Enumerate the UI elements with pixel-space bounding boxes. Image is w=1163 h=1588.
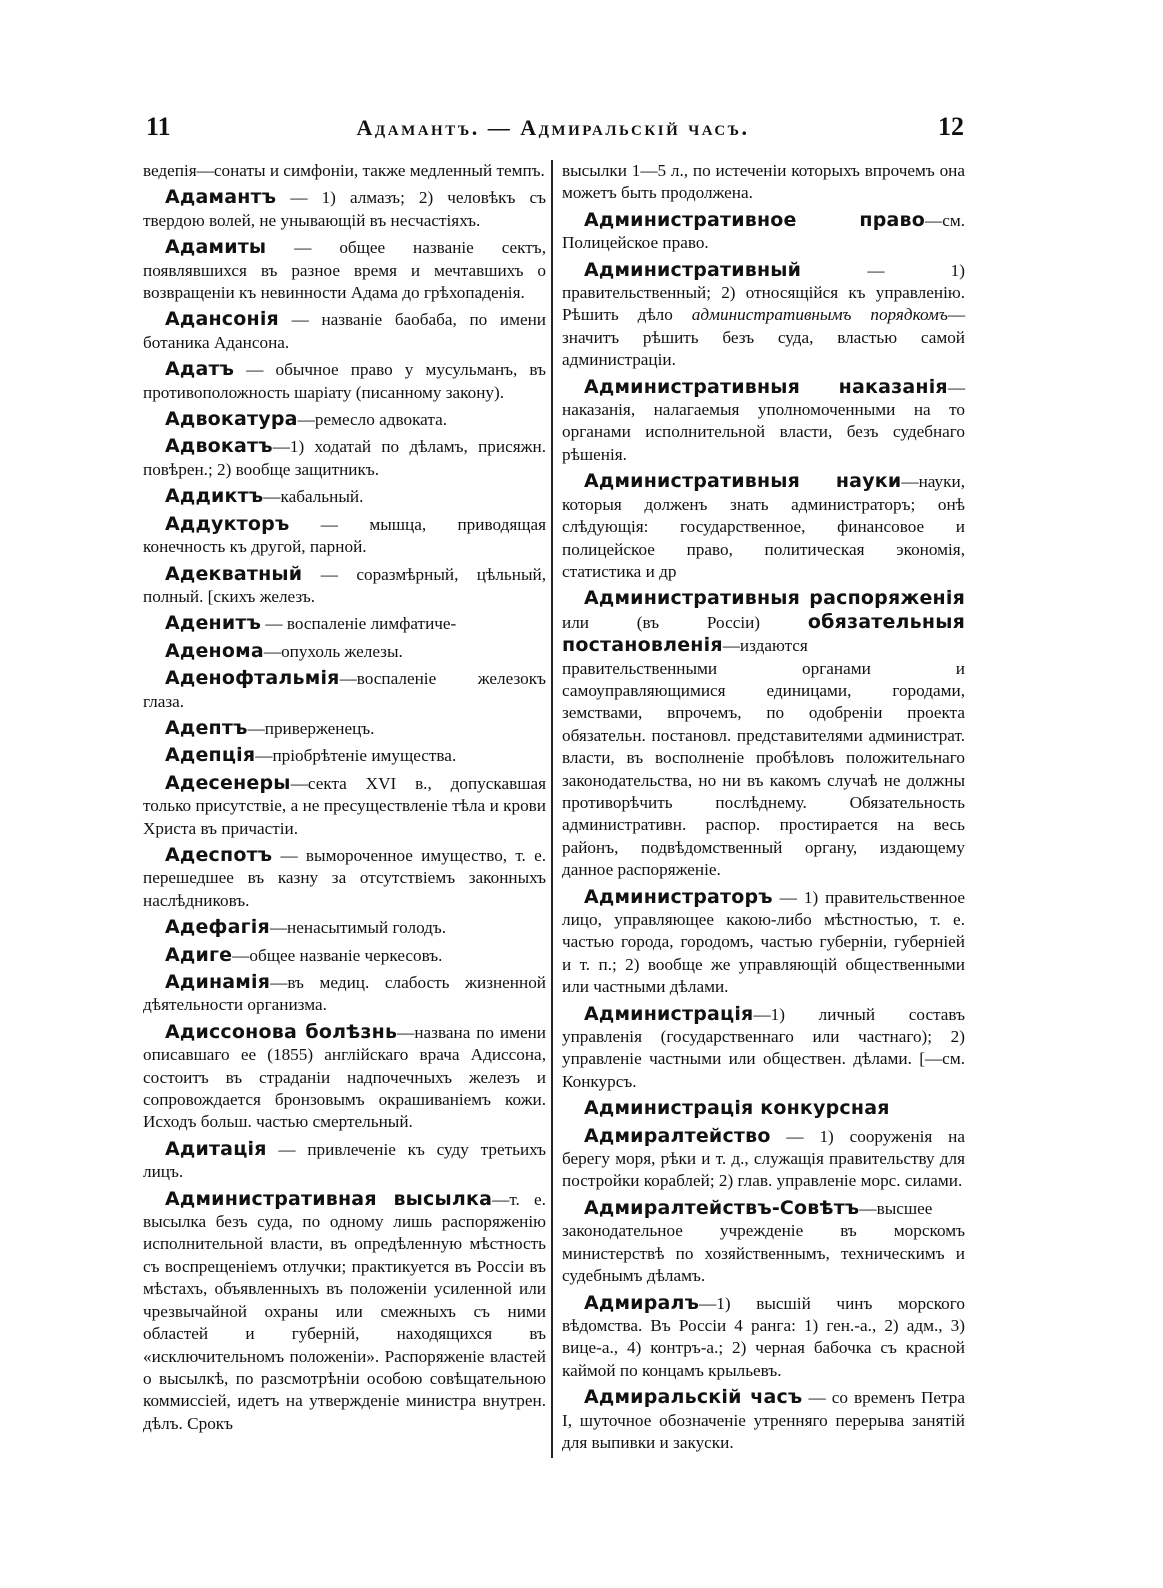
entry-headword: Администраторъ xyxy=(584,885,773,908)
entry-text: —наказанія, налагаемыя уполномоченными на то органами исполнительной власти, безъ судебнаго рѣшенія. xyxy=(562,377,965,464)
entry-headword: Адмиралтейство xyxy=(584,1124,771,1147)
entry-text: —науки, которыя долженъ знать администраторъ; онѣ слѣдующія: государственное, финансовое и полицейское право, политическая экономія, статистика и др xyxy=(562,472,965,581)
entry-headword: Аденитъ xyxy=(165,612,262,635)
entry-headword: Адмиральскій часъ xyxy=(584,1386,803,1409)
entry-headword: Адесенеры xyxy=(165,771,291,794)
dictionary-entry xyxy=(562,209,965,255)
entry-text: —ремесло адвоката. xyxy=(297,410,447,430)
dictionary-entry xyxy=(143,186,546,232)
entry-headword: Адмиралъ xyxy=(584,1291,700,1314)
entry-italic-text: административнымъ порядкомъ xyxy=(691,305,948,325)
entry-text: — 1) алмазъ; 2) человѣкъ съ твердою волей, не унывающій въ несчастіяхъ. xyxy=(143,188,546,230)
entry-headword: Адептъ xyxy=(165,716,248,739)
dictionary-entry xyxy=(143,1021,546,1134)
entry-headword: Административныя наказанія xyxy=(584,375,948,398)
page-number-left: 11 xyxy=(146,112,171,141)
entry-text: — 1) сооруженія на берегу моря, рѣки и т. д., служащія правительству для постройки кораблей; 2) глав. управленіе морс. силами. xyxy=(562,1126,965,1191)
entry-headword: Администрація xyxy=(584,1002,754,1025)
entry-text: —опухоль железы. xyxy=(263,641,403,661)
dictionary-entry xyxy=(143,717,546,740)
entry-text: —1) ходатай по дѣламъ, присяжн. повѣрен.; 2) вообще защитникъ. xyxy=(143,437,546,479)
entry-text: —1) высшій чинъ морского вѣдомства. Въ Россіи 4 ранга: 1) ген.-а., 2) адм., 3) вице-а., 4) контръ-а.; 2) черная бабочка съ красной каймой по концамъ крыльевъ. xyxy=(562,1293,965,1380)
entry-headword: Адитація xyxy=(165,1137,267,1160)
column-divider xyxy=(551,160,553,1458)
entry-headword: Адинамія xyxy=(165,971,271,993)
page-number-right: 12 xyxy=(938,112,964,141)
dictionary-entry xyxy=(562,886,965,999)
dictionary-entry xyxy=(143,408,546,431)
entry-text: — 1) правительственное лицо, управляющее какою-либо мѣстностью, т. е. частью города, городомъ, частью губерніи, губерніей и т. п.; 2) вообще же управляющій общественными или частными дѣлами. xyxy=(562,887,965,997)
entry-headword: Адеспотъ xyxy=(165,843,273,866)
entry-headword: Административный xyxy=(584,258,802,281)
dictionary-entry xyxy=(562,160,965,205)
entry-headword: Аденома xyxy=(165,639,264,662)
dictionary-entry xyxy=(143,308,546,354)
entry-headword: Аденофтальмія xyxy=(165,667,340,690)
dictionary-entry xyxy=(143,160,546,182)
entry-text: — обычное право у мусульманъ, въ противоположность шаріату (писанному закону). xyxy=(143,360,546,402)
dictionary-entry xyxy=(143,563,546,609)
entry-text: —высшее законодательное учрежденіе въ морскомъ министерствѣ по хозяйственнымъ, техническимъ и судебнымъ дѣламъ. xyxy=(562,1198,965,1286)
entry-headword: Адвокатура xyxy=(165,408,298,431)
dictionary-entry xyxy=(143,944,546,967)
entry-text: —общее названіе черкесовъ. xyxy=(232,945,443,965)
dictionary-entry xyxy=(562,259,965,372)
entry-headword: обязательныя постановленія xyxy=(562,610,965,657)
entry-headword: Аддиктъ xyxy=(165,485,264,508)
dictionary-entry xyxy=(143,612,546,635)
entry-text: —кабальный. xyxy=(263,487,364,507)
entry-text: — воспаленіе лимфатиче- xyxy=(261,614,457,634)
entry-text: —т. е. высылка безъ суда, по одному лишь распоряженію исполнительной власти, въ опредѣленную мѣстность съ воспрещеніемъ отлучки; практикуется въ Россіи въ мѣстахъ, объявленныхъ въ положеніи усиленной или чрезвычайной охраны или смежныхъ съ ними областей и губерній, находящихся въ «исключительномъ положеніи». Распоряженіе властей о высылкѣ, по разсмотрѣніи особою совѣщательною коммиссіей, идетъ на утвержденіе министра внутрен. дѣлъ. Срокъ xyxy=(143,1189,546,1433)
dictionary-entry xyxy=(143,916,546,939)
running-title: Адамантъ. — Адмиральскій часъ. xyxy=(356,115,750,140)
entry-text: —въ медиц. слабость жизненной дѣятельности организма. xyxy=(143,973,546,1015)
dictionary-entry xyxy=(562,1197,965,1288)
entry-text: — со временъ Петра I, шуточное обозначеніе утренняго перерыва занятій для выпивки и закуски. xyxy=(562,1388,965,1452)
entry-text: — вымороченное имущество, т. е. перешедшее въ казну за отсутствіемъ законныхъ наслѣдниковъ. xyxy=(143,845,546,910)
entry-text: — общее названіе сектъ, появлявшихся въ разное время и мечтавшихъ о возвращеніи къ невинности Адама до грѣхопаденія. xyxy=(143,238,546,303)
dictionary-entry xyxy=(562,376,965,467)
entry-headword: Административныя науки xyxy=(584,470,902,493)
entry-headword: Аддукторъ xyxy=(165,512,290,535)
dictionary-entry xyxy=(143,358,546,404)
dictionary-entry xyxy=(562,1292,965,1383)
dictionary-entry xyxy=(562,1097,965,1120)
dictionary-entry xyxy=(143,435,546,481)
dictionary-entry xyxy=(143,971,546,1017)
dictionary-entry xyxy=(143,1188,546,1435)
entry-text: —пріобрѣтеніе имущества. xyxy=(255,746,457,766)
left-column xyxy=(143,160,546,1439)
entry-headword: Адансонія xyxy=(165,308,279,331)
dictionary-entry xyxy=(143,844,546,912)
entry-text: —названа по имени описавшаго ее (1855) англійскаго врача Адиссона, состоитъ въ страданіи надпочечныхъ железъ и сопровождается бронзовымъ окрашиваніемъ кожи. Исходъ больш. частью смертельный. xyxy=(143,1022,546,1132)
entry-text: —значитъ рѣшить безъ суда, властью самой администраціи. xyxy=(562,305,965,370)
right-column xyxy=(562,160,965,1458)
entry-text: — привлеченіе къ суду третьихъ лицъ. xyxy=(143,1139,546,1182)
dictionary-entry xyxy=(143,667,546,713)
entry-headword: Адепція xyxy=(165,744,256,767)
dictionary-entry xyxy=(562,1003,965,1094)
entry-headword: Административныя распоряженія xyxy=(584,587,965,610)
entry-headword: Адекватный xyxy=(165,562,303,585)
entry-headword: Адвокатъ xyxy=(165,435,273,458)
dictionary-entry xyxy=(143,640,546,663)
entry-headword: Адамантъ xyxy=(165,186,277,209)
entry-text: —1) личный составъ управленія (государственнаго или частнаго); 2) управленіе частными или обществен. дѣлами. [—см. Конкурсъ. xyxy=(562,1004,965,1091)
entry-headword: Адиге xyxy=(165,943,233,966)
entry-headword: Адатъ xyxy=(165,358,235,381)
entry-text: или (въ Россіи) xyxy=(562,612,808,632)
page-header xyxy=(140,112,966,146)
dictionary-entry xyxy=(143,1138,546,1184)
entry-headword: Административное право xyxy=(584,208,925,231)
entry-text: —ненасытимый голодъ. xyxy=(269,918,447,938)
dictionary-entry xyxy=(143,513,546,559)
dictionary-entry xyxy=(562,587,965,881)
dictionary-entry xyxy=(143,236,546,304)
entry-headword: Адамиты xyxy=(165,236,267,259)
entry-headword: Адмиралтействъ-Совѣтъ xyxy=(584,1196,860,1219)
dictionary-entry xyxy=(562,1125,965,1193)
entry-text: — мышца, приводящая конечность къ другой, парной. xyxy=(143,514,546,557)
entry-text: —секта XVI в., допускавшая только присутствіе, а не пресуществленіе тѣла и крови Христа въ причастіи. xyxy=(143,773,546,838)
entry-text: —воспаленіе железокъ глаза. xyxy=(143,669,546,711)
entry-text: ведепія—сонаты и симфоніи, также медленный темпъ. xyxy=(143,161,545,180)
entry-text: — 1) правительственный; 2) относящійся къ управленію. Рѣшить дѣло xyxy=(562,260,965,325)
dictionary-entry xyxy=(143,744,546,767)
entry-text: — соразмѣрный, цѣльный, полный. [скихъ железъ. xyxy=(143,564,546,606)
entry-text: —приверженецъ. xyxy=(247,718,375,738)
entry-headword: Администрація конкурсная xyxy=(584,1097,890,1120)
entry-text: —см. Полицейское право. xyxy=(562,210,965,253)
dictionary-entry xyxy=(562,1386,965,1454)
entry-headword: Адиссонова болѣзнь xyxy=(165,1020,398,1043)
entry-headword: Адефагія xyxy=(165,916,270,939)
entry-headword: Административная высылка xyxy=(165,1187,493,1210)
entry-text: высылки 1—5 л., по истеченіи которыхъ впрочемъ она можетъ быть продолжена. xyxy=(562,161,965,203)
dictionary-entry xyxy=(562,470,965,583)
dictionary-entry xyxy=(143,485,546,508)
entry-text: —издаются правительственными органами и самоуправляющимися единицами, городами, земствами, впрочемъ, по одобреніи проекта обязательн. постановл. представителями администрат. власти, въ восполненіе пробѣловъ положительнаго законодательства, но ни въ какомъ случаѣ не должны противорѣчить послѣднему. Обязательность административн. распор. простирается на весь районъ, подвѣдомственный органу, издающему данное распоряженіе. xyxy=(562,636,965,880)
entry-text: — названіе баобаба, по имени ботаника Адансона. xyxy=(143,310,546,352)
dictionary-entry xyxy=(143,772,546,840)
